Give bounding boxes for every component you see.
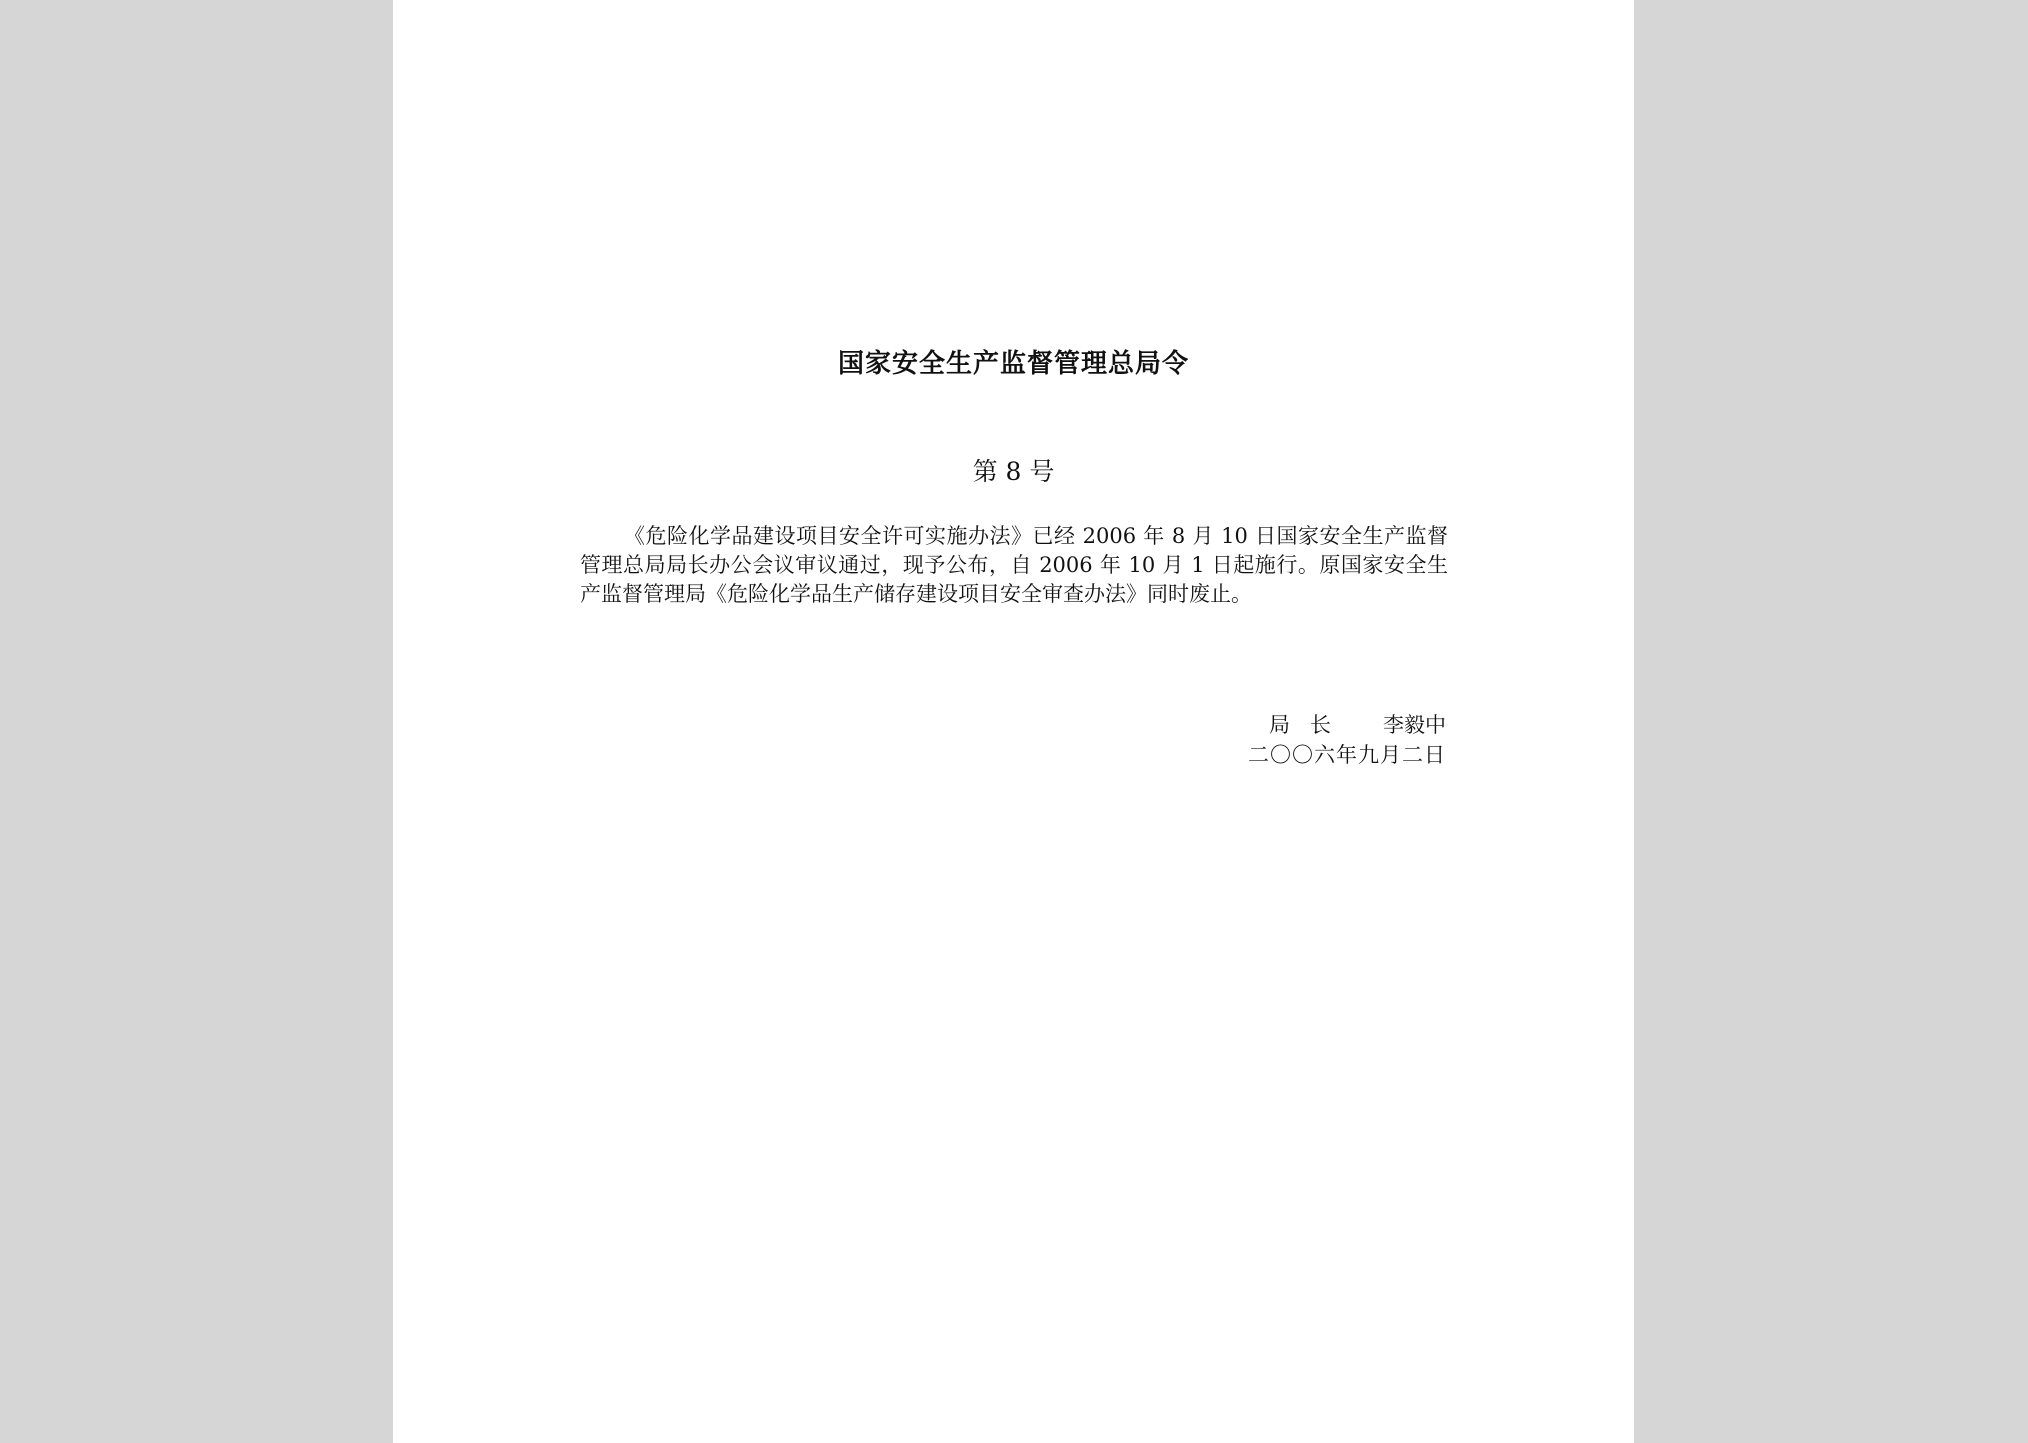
order-number: 第 8 号 (972, 457, 1055, 486)
issue-date: 二〇〇六年九月二日 (1248, 743, 1446, 767)
signatory-title: 局长 (1269, 713, 1351, 737)
document-page (393, 0, 1634, 1443)
signatory-name: 李毅中 (1383, 713, 1446, 737)
document-title: 国家安全生产监督管理总局令 (837, 349, 1189, 379)
signature-block (1248, 710, 1446, 770)
order-body-text: 《危险化学品建设项目安全许可实施办法》已经 2006 年 8 月 10 日国家安全生产监督管理总局局长办公会议审议通过，现予公布，自 2006 年 10 月 1 日起施行。原国家安全生产监督管理局《危险化学品生产储存建设项目安全审查办法》同时废止。 (580, 524, 1448, 606)
signatory-line (1248, 710, 1446, 740)
